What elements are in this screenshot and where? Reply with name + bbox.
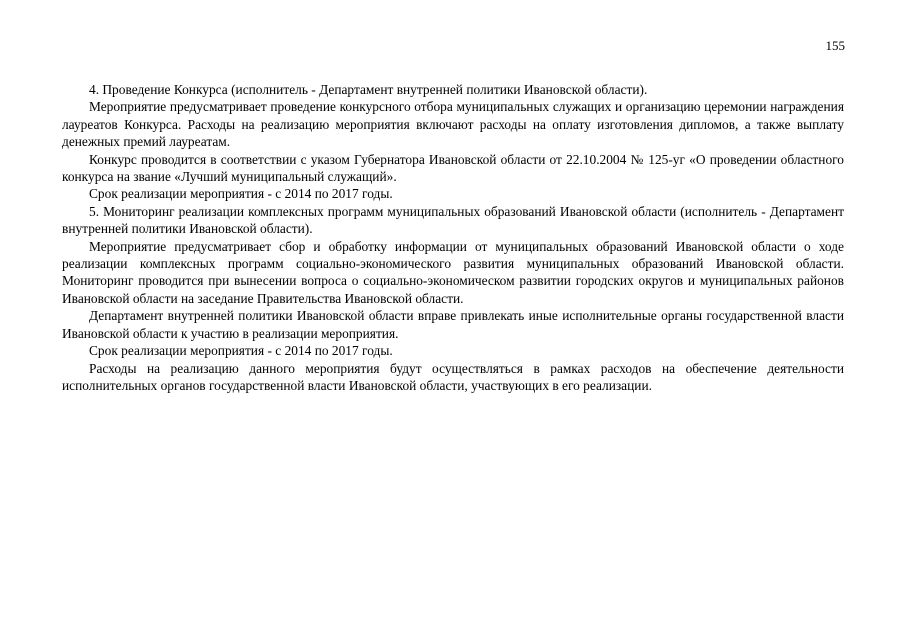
paragraph-monitoring-period: Срок реализации мероприятия - с 2014 по 2017 годы. bbox=[89, 343, 393, 359]
page-number: 155 bbox=[825, 38, 845, 53]
paragraph-contest-decree: Конкурс проводится в соответствии с указом Губернатора Ивановской области от 22.10.2004 № 125-уг «О проведении областного конкурса на звание «Лучший муниципальный служащий». bbox=[62, 151, 844, 185]
paragraph-contest-description: Мероприятие предусматривает проведение конкурсного отбора муниципальных служащих и организацию церемонии награждения лауреатов Конкурса. Расходы на реализацию мероприятия включают расходы на оплату изготовления дипломов, а также выплату денежных премий лауреатам. bbox=[62, 99, 844, 150]
paragraph-monitoring-department: Департамент внутренней политики Ивановской области вправе привлекать иные исполнительные органы государственной власти Ивановской области к участию в реализации мероприятия. bbox=[62, 308, 844, 341]
paragraph-monitoring-description: Мероприятие предусматривает сбор и обработку информации от муниципальных образований Ивановской области о ходе реализации комплексных программ социально-экономического развития муниципальных образований Ивановской области. Мониторинг проводится при вынесении вопроса о социально-экономическом развитии городских округов и муниципальных районов Ивановской области на заседание Правительства Ивановской области. bbox=[62, 238, 844, 306]
paragraph-contest-heading: 4. Проведение Конкурса (исполнитель - Департамент внутренней политики Ивановской области). bbox=[89, 82, 648, 97]
paragraph-monitoring-heading: 5. Мониторинг реализации комплексных программ муниципальных образований Ивановской области (исполнитель - Департамент внутренней политики Ивановской области). bbox=[62, 203, 844, 237]
paragraph-expenses: Расходы на реализацию данного мероприятия будут осуществляться в рамках расходов на обеспечение деятельности исполнительных органов государственной власти Ивановской области, участвующих в его реализации. bbox=[62, 360, 844, 393]
document-body bbox=[62, 81, 844, 394]
paragraph-contest-period: Срок реализации мероприятия - с 2014 по 2017 годы. bbox=[89, 186, 393, 202]
